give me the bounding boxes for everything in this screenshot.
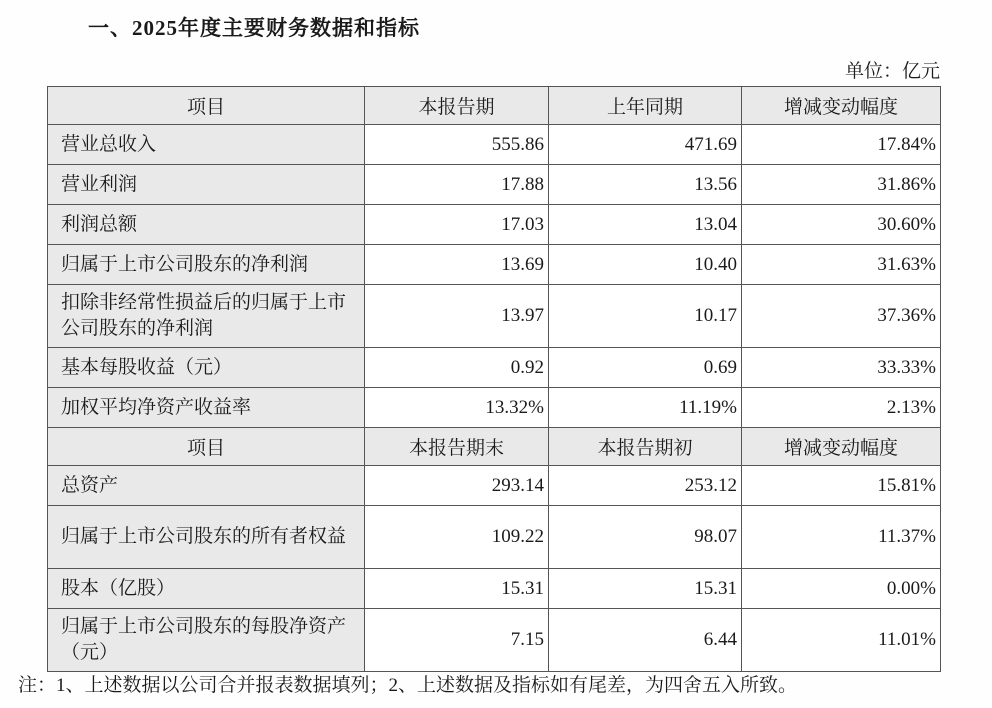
header-cell-change: 增减变动幅度 xyxy=(742,87,941,125)
header-cell-period-begin: 本报告期初 xyxy=(549,428,742,466)
value-cell: 471.69 xyxy=(549,125,742,165)
item-cell: 利润总额 xyxy=(48,205,365,245)
value-cell: 33.33% xyxy=(742,348,941,388)
value-cell: 17.88 xyxy=(365,165,549,205)
value-cell: 13.69 xyxy=(365,245,549,285)
value-cell: 15.31 xyxy=(365,569,549,609)
header-cell-period-end: 本报告期末 xyxy=(365,428,549,466)
header-cell-prior-period: 上年同期 xyxy=(549,87,742,125)
value-cell: 0.00% xyxy=(742,569,941,609)
item-cell: 总资产 xyxy=(48,466,365,506)
section1-header-row xyxy=(48,87,941,125)
table-row-share-capital xyxy=(48,569,941,609)
table-row-net-profit xyxy=(48,245,941,285)
table-row-operating-profit xyxy=(48,165,941,205)
value-cell: 2.13% xyxy=(742,388,941,428)
header-cell-item: 项目 xyxy=(48,428,365,466)
value-cell: 0.92 xyxy=(365,348,549,388)
item-cell: 基本每股收益（元） xyxy=(48,348,365,388)
item-cell: 归属于上市公司股东的净利润 xyxy=(48,245,365,285)
value-cell: 7.15 xyxy=(365,609,549,672)
value-cell: 13.97 xyxy=(365,285,549,348)
value-cell: 11.01% xyxy=(742,609,941,672)
value-cell: 15.81% xyxy=(742,466,941,506)
item-cell: 归属于上市公司股东的每股净资产（元） xyxy=(48,609,365,672)
table-row-total-profit xyxy=(48,205,941,245)
value-cell: 17.03 xyxy=(365,205,549,245)
value-cell: 31.63% xyxy=(742,245,941,285)
value-cell: 0.69 xyxy=(549,348,742,388)
table-row-net-profit-excl-nonrecurring xyxy=(48,285,941,348)
page-title: 一、2025年度主要财务数据和指标 xyxy=(88,16,420,40)
item-cell: 营业利润 xyxy=(48,165,365,205)
table-row-net-assets-per-share xyxy=(48,609,941,672)
value-cell: 13.56 xyxy=(549,165,742,205)
table-row-basic-eps xyxy=(48,348,941,388)
unit-label: 单位：亿元 xyxy=(844,61,940,82)
header-cell-item: 项目 xyxy=(48,87,365,125)
value-cell: 253.12 xyxy=(549,466,742,506)
value-cell: 11.37% xyxy=(742,506,941,569)
header-cell-change: 增减变动幅度 xyxy=(742,428,941,466)
table-row-owners-equity xyxy=(48,506,941,569)
value-cell: 10.17 xyxy=(549,285,742,348)
item-cell: 股本（亿股） xyxy=(48,569,365,609)
footnote: 注：1、上述数据以公司合并报表数据填列；2、上述数据及指标如有尾差，为四舍五入所致。 xyxy=(18,675,798,696)
table-row-weighted-roe xyxy=(48,388,941,428)
value-cell: 98.07 xyxy=(549,506,742,569)
value-cell: 6.44 xyxy=(549,609,742,672)
value-cell: 37.36% xyxy=(742,285,941,348)
item-cell: 归属于上市公司股东的所有者权益 xyxy=(48,506,365,569)
value-cell: 109.22 xyxy=(365,506,549,569)
value-cell: 15.31 xyxy=(549,569,742,609)
section2-header-row xyxy=(48,428,941,466)
value-cell: 13.04 xyxy=(549,205,742,245)
value-cell: 555.86 xyxy=(365,125,549,165)
table-row-total-assets xyxy=(48,466,941,506)
item-cell: 营业总收入 xyxy=(48,125,365,165)
value-cell: 17.84% xyxy=(742,125,941,165)
item-cell: 扣除非经常性损益后的归属于上市公司股东的净利润 xyxy=(48,285,365,348)
value-cell: 31.86% xyxy=(742,165,941,205)
value-cell: 13.32% xyxy=(365,388,549,428)
table-row-total-revenue xyxy=(48,125,941,165)
financial-data-table xyxy=(47,86,941,672)
value-cell: 11.19% xyxy=(549,388,742,428)
header-cell-current-period: 本报告期 xyxy=(365,87,549,125)
value-cell: 10.40 xyxy=(549,245,742,285)
value-cell: 30.60% xyxy=(742,205,941,245)
value-cell: 293.14 xyxy=(365,466,549,506)
item-cell: 加权平均净资产收益率 xyxy=(48,388,365,428)
